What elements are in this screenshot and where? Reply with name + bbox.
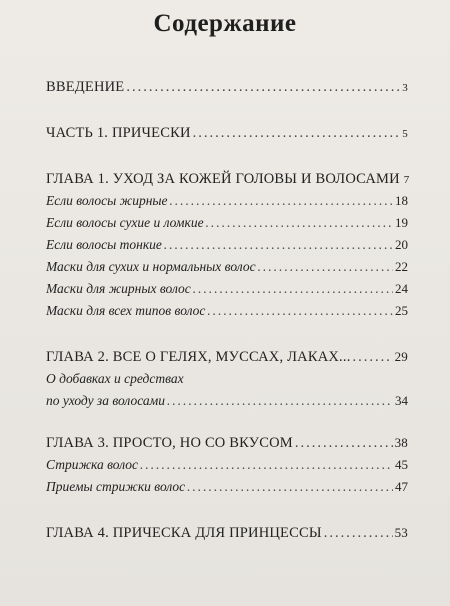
toc-entry-label: ГЛАВА 3. ПРОСТО, НО СО ВКУСОМ bbox=[46, 435, 293, 451]
toc-entry-masks-all[interactable] bbox=[46, 300, 408, 322]
toc-entry-label: ГЛАВА 1. УХОД ЗА КОЖЕЙ ГОЛОВЫ И ВОЛОСАМИ bbox=[46, 171, 400, 187]
dot-leader bbox=[164, 234, 393, 256]
toc-entry-label: Приемы стрижки волос bbox=[46, 479, 186, 494]
spacer bbox=[46, 98, 408, 122]
dot-leader bbox=[193, 278, 393, 300]
toc-entry-label: Стрижка волос bbox=[46, 457, 138, 472]
dot-leader bbox=[193, 122, 401, 144]
toc-page-number: 5 bbox=[402, 128, 408, 140]
toc-entry-label: ВВЕДЕНИЕ bbox=[46, 79, 125, 95]
dot-leader bbox=[140, 454, 393, 476]
spacer bbox=[46, 412, 408, 432]
dot-leader bbox=[206, 212, 393, 234]
toc-entry-haircut[interactable] bbox=[46, 454, 408, 476]
toc-entry-haircut-techniques[interactable] bbox=[46, 476, 408, 498]
dot-leader bbox=[167, 390, 393, 412]
toc-entry-label: Если волосы сухие и ломкие bbox=[46, 215, 204, 230]
toc-entry-label: Если волосы тонкие bbox=[46, 237, 162, 252]
page-title: Содержание bbox=[153, 10, 297, 37]
toc-entry-label: Маски для всех типов волос bbox=[46, 303, 206, 318]
toc-entry-label: ЧАСТЬ 1. ПРИЧЕСКИ bbox=[46, 125, 191, 141]
dot-leader bbox=[126, 76, 400, 98]
toc-entry-chapter-1[interactable] bbox=[46, 168, 408, 190]
dot-leader bbox=[295, 432, 393, 454]
toc-page-number: 25 bbox=[395, 303, 408, 318]
toc-page-number: 18 bbox=[395, 193, 408, 208]
toc-page-number: 34 bbox=[395, 393, 408, 408]
toc-page-number: 53 bbox=[394, 525, 408, 540]
toc-entry-masks-dry-normal[interactable] bbox=[46, 256, 408, 278]
toc-page-number: 19 bbox=[395, 215, 408, 230]
dot-leader bbox=[258, 256, 393, 278]
toc-entry-additives[interactable] bbox=[46, 390, 408, 412]
toc-page-number: 24 bbox=[395, 281, 408, 296]
dot-leader bbox=[207, 300, 393, 322]
toc-page-number: 7 bbox=[403, 174, 410, 186]
toc-entry-thin-hair[interactable] bbox=[46, 234, 408, 256]
toc-page-number: 38 bbox=[394, 435, 408, 450]
toc-page-number: 20 bbox=[395, 237, 408, 252]
toc-entry-dry-hair[interactable] bbox=[46, 212, 408, 234]
dot-leader bbox=[170, 190, 393, 212]
toc-entry-oily-hair[interactable] bbox=[46, 190, 408, 212]
spacer bbox=[46, 144, 408, 168]
toc-page-number: 3 bbox=[402, 82, 408, 94]
toc-entry-label: Маски для жирных волос bbox=[46, 281, 191, 296]
dot-leader bbox=[324, 522, 393, 544]
toc-entry-chapter-4[interactable] bbox=[46, 522, 408, 544]
toc-entry-masks-oily[interactable] bbox=[46, 278, 408, 300]
spacer bbox=[46, 322, 408, 346]
toc-page-number: 45 bbox=[395, 457, 408, 472]
toc-entry-chapter-3[interactable] bbox=[46, 432, 408, 454]
toc-entry-label: Если волосы жирные bbox=[46, 193, 168, 208]
dot-leader bbox=[187, 476, 393, 498]
toc-entry-label: по уходу за волосами bbox=[46, 393, 165, 408]
toc-entry-label: ГЛАВА 2. ВСЕ О ГЕЛЯХ, МУССАХ, ЛАКАХ... bbox=[46, 349, 351, 365]
toc-entry-additives-line1[interactable]: О добавках и средствах bbox=[46, 371, 184, 386]
toc-entry-label: ГЛАВА 4. ПРИЧЕСКА ДЛЯ ПРИНЦЕССЫ bbox=[46, 525, 322, 541]
toc-entry-chapter-2[interactable] bbox=[46, 346, 408, 368]
toc-page-number: 47 bbox=[395, 479, 408, 494]
spacer bbox=[46, 498, 408, 522]
toc-entry-label: Маски для сухих и нормальных волос bbox=[46, 259, 256, 274]
toc-entry-part-1[interactable] bbox=[46, 122, 408, 144]
table-of-contents bbox=[46, 76, 408, 544]
dot-leader bbox=[353, 346, 393, 368]
toc-page-number: 29 bbox=[394, 349, 408, 364]
toc-page-number: 22 bbox=[395, 259, 408, 274]
toc-entry-introduction[interactable] bbox=[46, 76, 408, 98]
